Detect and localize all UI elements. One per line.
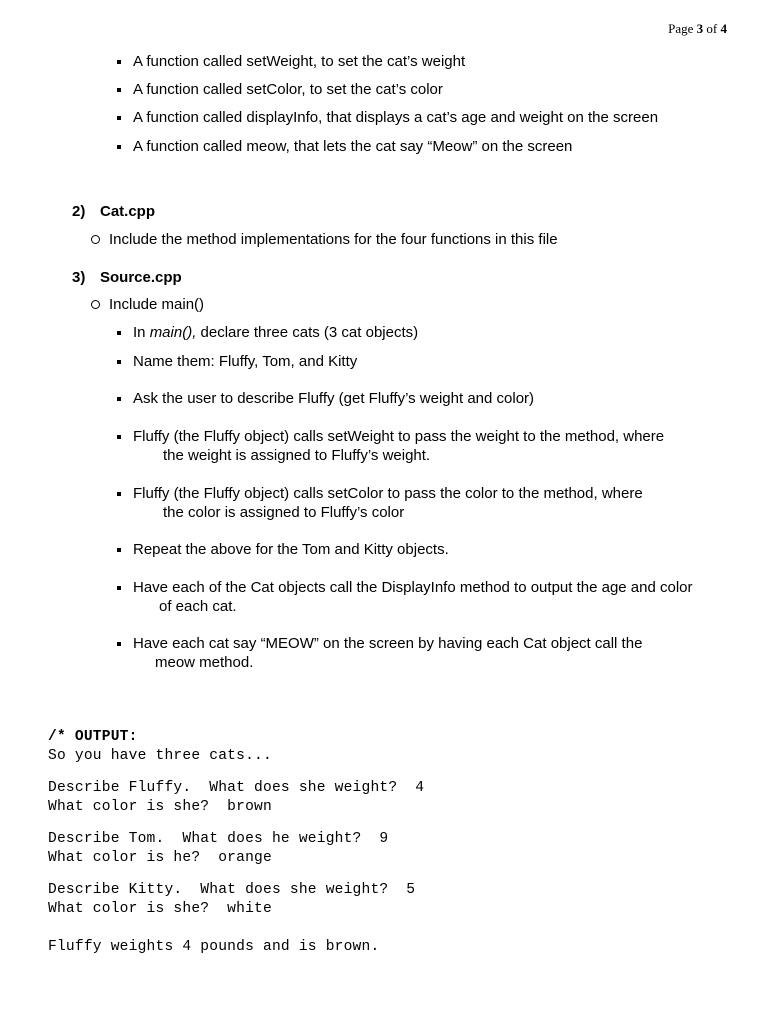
bullet-setcolor-call: Fluffy (the Fluffy object) calls setColor to pass the color to the method, where [133,485,643,502]
bullet-display-info-cont: of each cat. [159,598,237,615]
bullet-display-info: Have each of the Cat objects call the DisplayInfo method to output the age and color [133,579,693,596]
output-line: Describe Kitty. What does she weight? 5 [48,882,416,898]
output-line: What color is she? brown [48,799,272,815]
bullet-meow-call: Have each cat say “MEOW” on the screen by having each Cat object call the [133,635,643,652]
bullet-setweight-call: Fluffy (the Fluffy object) calls setWeight to pass the weight to the method, where [133,428,665,445]
bullet-setweight: A function called setWeight, to set the cat’s weight [133,53,466,70]
bullet-displayinfo: A function called displayInfo, that displays a cat’s age and weight on the screen [133,109,659,126]
bullet-name-cats: Name them: Fluffy, Tom, and Kitty [133,353,358,370]
bullet-repeat: Repeat the above for the Tom and Kitty objects. [133,541,449,558]
output-line: What color is he? orange [48,850,272,866]
bullet-setcolor-call-cont: the color is assigned to Fluffy’s color [163,504,405,521]
output-header: /* OUTPUT: [48,729,138,745]
output-line: Describe Tom. What does he weight? 9 [48,831,389,847]
section-2-heading: 2) Cat.cpp [72,203,156,220]
bullet-ask-user: Ask the user to describe Fluffy (get Fluffy’s weight and color) [133,390,535,407]
section-2-item: Include the method implementations for the four functions in this file [109,231,558,248]
section-3-heading: 3) Source.cpp [72,269,182,286]
bullet-setweight-call-cont: the weight is assigned to Fluffy’s weight. [163,447,431,464]
output-line: What color is she? white [48,901,272,917]
bullet-meow-call-cont: meow method. [155,654,254,671]
output-line: Fluffy weights 4 pounds and is brown. [48,939,380,955]
page-number: Page 3 of 4 [668,21,727,36]
output-line: Describe Fluffy. What does she weight? 4 [48,780,425,796]
bullet-meow: A function called meow, that lets the cat say “Meow” on the screen [133,138,573,155]
section-3-item: Include main() [109,296,205,313]
bullet-declare-cats: In main(), declare three cats (3 cat objects) [133,324,419,341]
output-line: So you have three cats... [48,748,272,764]
bullet-setcolor: A function called setColor, to set the cat’s color [133,81,443,98]
